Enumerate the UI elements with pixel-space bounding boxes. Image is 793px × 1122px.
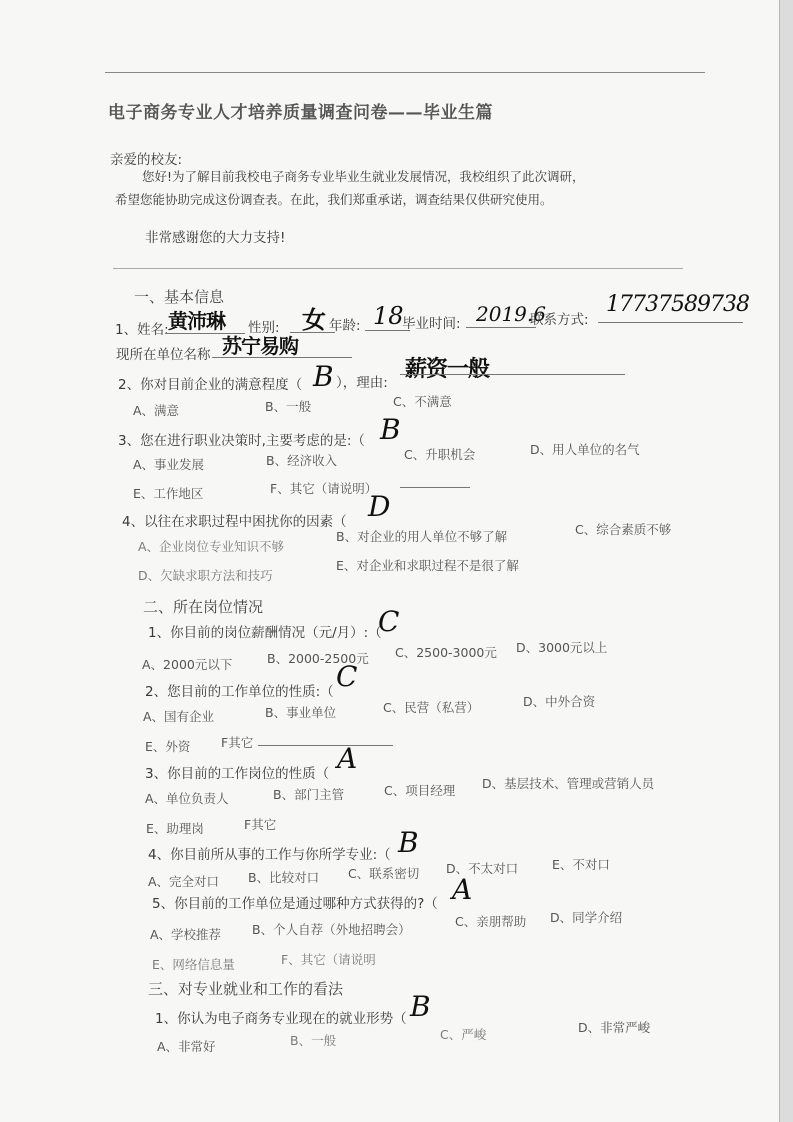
section-2-heading: 二、所在岗位情况 <box>143 598 264 616</box>
s2q3-option-a: A、单位负责人 <box>145 791 229 806</box>
s2q2-option-c: C、民营（私营） <box>383 700 480 715</box>
s2q2-answer: C <box>336 660 358 693</box>
s2q1-option-a: A、2000元以下 <box>142 657 233 672</box>
s2q4-option-c: C、联系密切 <box>348 866 420 881</box>
contact-underline <box>598 322 743 323</box>
q3-option-f: F、其它（请说明） <box>270 481 378 496</box>
s2q1-answer: C <box>378 605 400 638</box>
section-3-heading: 三、对专业就业和工作的看法 <box>148 980 344 998</box>
s2q5-option-e: E、网络信息量 <box>152 957 235 972</box>
s2q4-option-e: E、不对口 <box>552 857 610 872</box>
s2q5-option-c: C、亲朋帮助 <box>455 914 527 929</box>
q3-text: 3、您在进行职业决策时,主要考虑的是:（ <box>118 433 365 449</box>
s2q4-option-a: A、完全对口 <box>148 874 220 889</box>
employer-label: 现所在单位名称 <box>116 347 211 363</box>
q3-other-underline <box>400 487 470 488</box>
employer-underline <box>212 357 352 358</box>
q4-text: 4、以往在求职过程中困扰你的因素（ <box>122 514 347 530</box>
q3-option-a: A、事业发展 <box>133 457 205 472</box>
top-rule <box>105 72 705 73</box>
q3-option-c: C、升职机会 <box>404 447 476 462</box>
s2q3-text: 3、你目前的工作岗位的性质（ <box>145 766 330 782</box>
q4-option-d: D、欠缺求职方法和技巧 <box>138 568 273 583</box>
intro-line-1: 您好!为了解目前我校电子商务专业毕业生就业发展情况，我校组织了此次调研， <box>142 169 585 184</box>
divider-rule <box>113 268 683 269</box>
s2q4-option-b: B、比较对口 <box>248 870 320 885</box>
gender-value: 女 <box>302 305 325 334</box>
q4-answer: D <box>368 490 391 523</box>
q2-reason-underline <box>400 374 625 375</box>
s2q3-option-c: C、项目经理 <box>384 783 456 798</box>
s3q1-option-b: B、一般 <box>290 1033 337 1048</box>
q2-answer: B <box>313 360 334 393</box>
intro-line-2: 希望您能协助完成这份调查表。在此，我们郑重承诺，调查结果仅供研究使用。 <box>115 192 553 207</box>
s2q2-other-underline <box>258 745 393 746</box>
section-1-heading: 一、基本信息 <box>134 288 225 306</box>
s2q5-option-d: D、同学介绍 <box>550 910 623 925</box>
grad-label: 毕业时间: <box>402 316 461 332</box>
s2q3-answer: A <box>337 742 358 775</box>
name-label: 1、姓名: <box>115 322 169 338</box>
contact-value: 17737589738 <box>606 292 749 317</box>
gender-label: 性别: <box>248 320 280 336</box>
s2q3-option-f: F其它 <box>244 817 277 832</box>
s3q1-text: 1、你认为电子商务专业现在的就业形势（ <box>155 1011 407 1027</box>
q3-option-e: E、工作地区 <box>133 486 204 501</box>
age-value: 18 <box>373 302 404 330</box>
s3q1-option-d: D、非常严峻 <box>578 1020 651 1035</box>
s3q1-answer: B <box>410 990 431 1023</box>
s2q1-option-d: D、3000元以上 <box>516 640 608 655</box>
page-edge <box>779 0 793 1122</box>
q2-option-b: B、一般 <box>265 399 312 414</box>
grad-underline <box>466 327 536 328</box>
s2q3-option-b: B、部门主管 <box>273 787 345 802</box>
s2q2-option-f: F其它 <box>221 735 254 750</box>
q2-option-a: A、满意 <box>133 403 180 418</box>
q2-option-c: C、不满意 <box>393 394 452 409</box>
q3-option-d: D、用人单位的名气 <box>530 442 640 457</box>
s2q4-answer: B <box>398 826 419 859</box>
s2q3-option-d: D、基层技术、管理或营销人员 <box>482 776 655 791</box>
q3-option-b: B、经济收入 <box>266 453 338 468</box>
employer-value: 苏宁易购 <box>222 334 298 358</box>
page-title: 电子商务专业人才培养质量调查问卷——毕业生篇 <box>108 103 493 123</box>
s2q2-option-a: A、国有企业 <box>143 709 215 724</box>
q4-option-b: B、对企业的用人单位不够了解 <box>336 529 508 544</box>
s2q5-option-a: A、学校推荐 <box>150 927 222 942</box>
age-label: 年龄: <box>329 318 361 334</box>
thanks-line: 非常感谢您的大力支持! <box>145 230 286 246</box>
q2-reason: 薪资一般 <box>405 356 490 382</box>
q3-answer: B <box>380 413 401 446</box>
q2-text-a: 2、你对目前企业的满意程度（ <box>118 377 303 393</box>
s2q2-option-e: E、外资 <box>145 739 191 754</box>
q4-option-a: A、企业岗位专业知识不够 <box>138 539 285 554</box>
s3q1-option-a: A、非常好 <box>157 1039 216 1054</box>
s2q5-answer: A <box>452 873 473 906</box>
q2-text-b: ），理由: <box>336 375 388 391</box>
s2q5-option-f: F、其它（请说明 <box>281 952 376 967</box>
greeting: 亲爱的校友: <box>110 152 183 168</box>
s2q2-text: 2、您目前的工作单位的性质:（ <box>145 684 334 700</box>
q4-option-c: C、综合素质不够 <box>575 522 672 537</box>
contact-label: 联系方式: <box>530 312 589 328</box>
s2q4-option-d: D、不太对口 <box>446 861 519 876</box>
s3q1-option-c: C、严峻 <box>440 1027 487 1042</box>
grad-value: 2019.6 <box>476 302 546 326</box>
s2q2-option-b: B、事业单位 <box>265 705 337 720</box>
s2q5-text: 5、你目前的工作单位是通过哪种方式获得的?（ <box>152 896 438 912</box>
s2q1-option-c: C、2500-3000元 <box>395 645 497 660</box>
s2q4-text: 4、你目前所从事的工作与你所学专业:（ <box>148 847 391 863</box>
s2q3-option-e: E、助理岗 <box>146 821 204 836</box>
s2q5-option-b: B、个人自荐（外地招聘会） <box>252 922 411 937</box>
q4-option-e: E、对企业和求职过程不是很了解 <box>336 558 519 573</box>
s2q2-option-d: D、中外合资 <box>523 694 596 709</box>
s2q1-text: 1、你目前的岗位薪酬情况（元/月）:（ <box>148 625 382 641</box>
name-value: 黄沛琳 <box>168 309 225 333</box>
s2q1-option-b: B、2000-2500元 <box>267 651 369 666</box>
